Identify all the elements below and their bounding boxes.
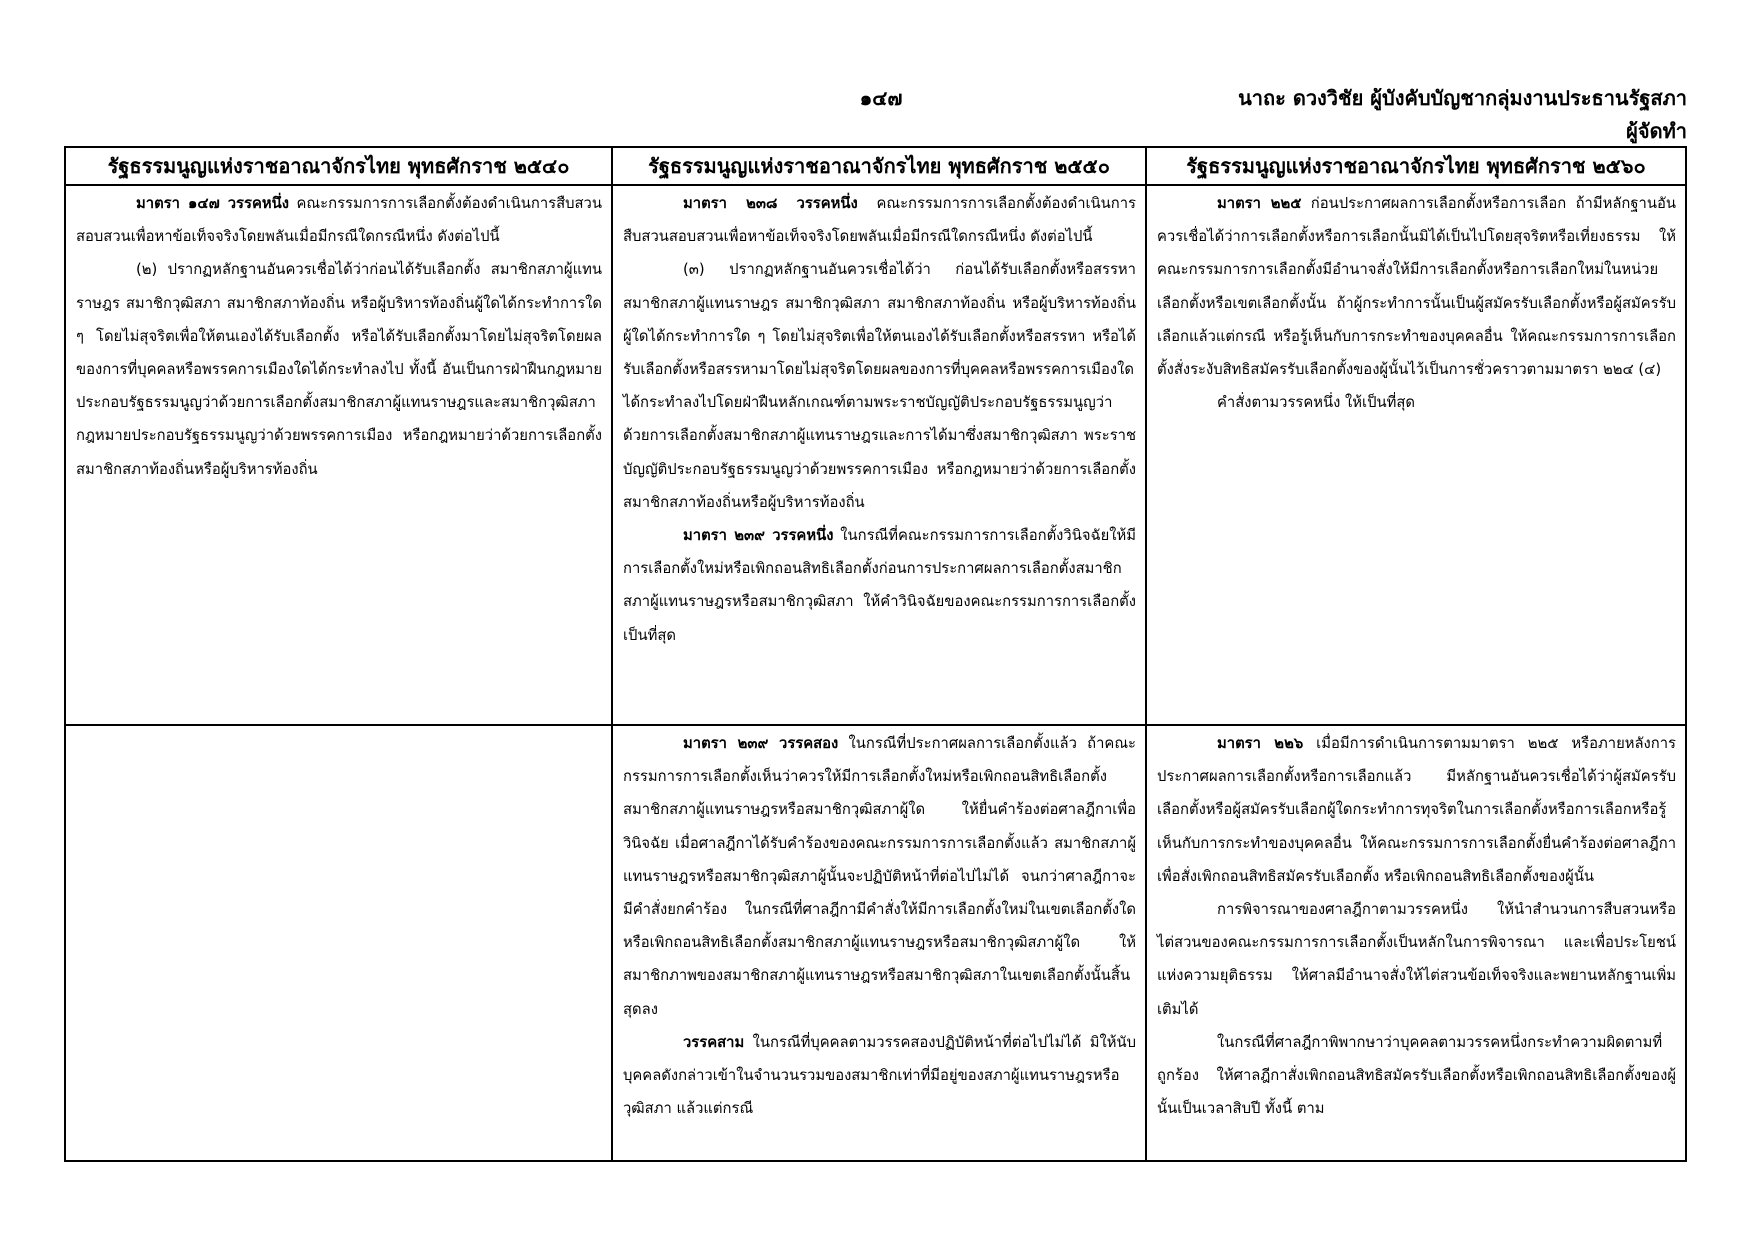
section-reference: วรรคสาม [683, 1033, 745, 1051]
page-number: ๑๔๗ [859, 86, 903, 110]
section-reference: มาตรา ๒๓๙ วรรคสอง [683, 735, 839, 752]
paragraph [76, 187, 602, 253]
cell-2560 [1146, 725, 1686, 1161]
section-reference: มาตรา ๒๒๕ [1217, 195, 1302, 212]
constitution-comparison-table [64, 146, 1687, 1162]
paragraph-text: ในกรณีที่บุคคลตามวรรคสองปฏิบัติหน้าที่ต่อไปไม่ได้ มิให้นับบุคคลดังกล่าวเข้าในจำนวนรวมของสมาชิกเท่าที่มีอยู่ของสภาผู้แทนราษฎรหรือวุฒิสภา แล้วแต่กรณี [623, 1033, 1136, 1118]
paragraph-text: ก่อนประกาศผลการเลือกตั้งหรือการเลือก ถ้ามีหลักฐานอันควรเชื่อได้ว่าการเลือกตั้งหรือการเลือกนั้นมิได้เป็นไปโดยสุจริตหรือเที่ยงธรรม ให้คณะกรรมการการเลือกตั้งมีอำนาจสั่งให้มีการเลือกตั้งหรือการเลือกใหม่ในหน่วยเลือกตั้งหรือเขตเลือกตั้งนั้น ถ้าผู้กระทำการนั้นเป็นผู้สมัครรับเลือกตั้งหรือผู้สมัครรับเลือกแล้วแต่กรณี หรือรู้เห็นกับการกระทำของบุคคลอื่น ให้คณะกรรมการการเลือกตั้งสั่งระงับสิทธิสมัครรับเลือกตั้งของผู้นั้นไว้เป็นการชั่วคราวตามมาตรา ๒๒๔ (๔) [1157, 195, 1676, 379]
paragraph [623, 727, 1136, 1026]
paragraph: คำสั่งตามวรรคหนึ่ง ให้เป็นที่สุด [1217, 394, 1415, 412]
paragraph: ในกรณีที่ศาลฎีกาพิพากษาว่าบุคคลตามวรรคหนึ่งกระทำความผิดตามที่ถูกร้อง ให้ศาลฎีกาสั่งเพิกถอนสิทธิสมัครรับเลือกตั้งหรือเพิกถอนสิทธิเลือกตั้งของผู้นั้นเป็นเวลาสิบปี ทั้งนี้ ตาม [1157, 1033, 1676, 1118]
table-row [65, 185, 1686, 725]
paragraph: (๓) ปรากฏหลักฐานอันควรเชื่อได้ว่า ก่อนได้รับเลือกตั้งหรือสรรหา สมาชิกสภาผู้แทนราษฎร สมาชิกวุฒิสภา สมาชิกสภาท้องถิ่น หรือผู้บริหารท้องถิ่น ผู้ใดได้กระทำการใด ๆ โดยไม่สุจริตเพื่อให้ตนเองได้รับเลือกตั้งหรือสรรหา หรือได้รับเลือกตั้งหรือสรรหามาโดยไม่สุจริตโดยผลของการที่บุคคลหรือพรรคการเมืองใดได้กระทำลงไปโดยฝ่าฝืนหลักเกณฑ์ตามพระราชบัญญัติประกอบรัฐธรรมนูญว่าด้วยการเลือกตั้งสมาชิกสภาผู้แทนราษฎรและการได้มาซึ่งสมาชิกวุฒิสภา พระราชบัญญัติประกอบรัฐธรรมนูญว่าด้วยพรรคการเมือง หรือกฎหมายว่าด้วยการเลือกตั้งสมาชิกสภาท้องถิ่นหรือผู้บริหารท้องถิ่น [623, 261, 1136, 511]
section-reference: มาตรา ๒๓๙ วรรคหนึ่ง [683, 527, 834, 545]
paragraph [623, 187, 1136, 253]
paragraph [623, 519, 1136, 652]
paragraph-text: คณะกรรมการการเลือกตั้งต้องดำเนินการสืบสวนสอบสวนเพื่อหาข้อเท็จจริงโดยพลันเมื่อมีกรณีใดกรณีหนึ่ง ดังต่อไปนี้ [623, 195, 1137, 246]
paragraph-text: ในกรณีที่ประกาศผลการเลือกตั้งแล้ว ถ้าคณะกรรมการการเลือกตั้งเห็นว่าควรให้มีการเลือกตั้งใหม่หรือเพิกถอนสิทธิเลือกตั้งสมาชิกสภาผู้แทนราษฎรหรือสมาชิกวุฒิสภาผู้ใด ให้ยื่นคำร้องต่อศาลฎีกาเพื่อวินิจฉัย เมื่อศาลฎีกาได้รับคำร้องของคณะกรรมการการเลือกตั้งแล้ว สมาชิกสภาผู้แทนราษฎรหรือสมาชิกวุฒิสภาผู้นั้นจะปฏิบัติหน้าที่ต่อไปไม่ได้ จนกว่าศาลฎีกาจะมีคำสั่งยกคำร้อง ในกรณีที่ศาลฎีกามีคำสั่งให้มีการเลือกตั้งใหม่ในเขตเลือกตั้งใด หรือเพิกถอนสิทธิเลือกตั้งสมาชิกสภาผู้แทนราษฎรหรือสมาชิกวุฒิสภาผู้ใด ให้สมาชิกภาพของสมาชิกสภาผู้แทนราษฎรหรือสมาชิกวุฒิสภาในเขตเลือกตั้งนั้นสิ้นสุดลง [623, 735, 1136, 1018]
paragraph: (๒) ปรากฏหลักฐานอันควรเชื่อได้ว่าก่อนได้รับเลือกตั้ง สมาชิกสภาผู้แทนราษฎร สมาชิกวุฒิสภา สมาชิกสภาท้องถิ่น หรือผู้บริหารท้องถิ่นผู้ใดได้กระทำการใด ๆ โดยไม่สุจริตเพื่อให้ตนเองได้รับเลือกตั้ง หรือได้รับเลือกตั้งมาโดยไม่สุจริตโดยผลของการที่บุคคลหรือพรรคการเมืองใดได้กระทำลงไป ทั้งนี้ อันเป็นการฝ่าฝืนกฎหมายประกอบรัฐธรรมนูญว่าด้วยการเลือกตั้งสมาชิกสภาผู้แทนราษฎรและสมาชิกวุฒิสภา กฎหมายประกอบรัฐธรรมนูญว่าด้วยพรรคการเมือง หรือกฎหมายว่าด้วยการเลือกตั้งสมาชิกสภาท้องถิ่นหรือผู้บริหารท้องถิ่น [76, 261, 602, 478]
paragraph-text: เมื่อมีการดำเนินการตามมาตรา ๒๒๕ หรือภายหลังการประกาศผลการเลือกตั้งหรือการเลือกแล้ว มีหลักฐานอันควรเชื่อได้ว่าผู้สมัครรับเลือกตั้งหรือผู้สมัครรับเลือกผู้ใดกระทำการทุจริตในการเลือกตั้งหรือการเลือกหรือรู้เห็นกับการกระทำของบุคคลอื่น ให้คณะกรรมการการเลือกตั้งยื่นคำร้องต่อศาลฎีกาเพื่อสั่งเพิกถอนสิทธิสมัครรับเลือกตั้ง หรือเพิกถอนสิทธิเลือกตั้งของผู้นั้น [1157, 735, 1676, 885]
cell-2540-empty [65, 725, 612, 1161]
paragraph [1157, 727, 1676, 893]
column-header-2560: รัฐธรรมนูญแห่งราชอาณาจักรไทย พุทธศักราช ๒๕๖๐ [1146, 147, 1686, 185]
paragraph [623, 1026, 1136, 1126]
section-reference: มาตรา ๒๓๘ วรรคหนึ่ง [683, 195, 858, 212]
author-name-line: นาถะ ดวงวิชัย ผู้บังคับบัญชากลุ่มงานประธานรัฐสภา [1238, 86, 1687, 110]
column-header-2540: รัฐธรรมนูญแห่งราชอาณาจักรไทย พุทธศักราช ๒๕๔๐ [65, 147, 612, 185]
cell-2560 [1146, 185, 1686, 725]
author-role-line: ผู้จัดทำ [1626, 119, 1687, 143]
table-row [65, 725, 1686, 1161]
column-header-2550: รัฐธรรมนูญแห่งราชอาณาจักรไทย พุทธศักราช ๒๕๕๐ [612, 147, 1146, 185]
section-reference: มาตรา ๒๒๖ [1217, 735, 1304, 752]
paragraph-text: ในกรณีที่คณะกรรมการการเลือกตั้งวินิจฉัยให้มีการเลือกตั้งใหม่หรือเพิกถอนสิทธิเลือกตั้งก่อนการประกาศผลการเลือกตั้งสมาชิกสภาผู้แทนราษฎรหรือสมาชิกวุฒิสภา ให้คำวินิจฉัยของคณะกรรมการการเลือกตั้งเป็นที่สุด [623, 527, 1136, 644]
paragraph [1157, 187, 1676, 386]
cell-2550 [612, 725, 1146, 1161]
section-reference: มาตรา ๑๔๗ วรรคหนึ่ง [136, 195, 289, 212]
paragraph: การพิจารณาของศาลฎีกาตามวรรคหนึ่ง ให้นำสำนวนการสืบสวนหรือไต่สวนของคณะกรรมการการเลือกตั้งเป็นหลักในการพิจารณา และเพื่อประโยชน์แห่งความยุติธรรม ให้ศาลมีอำนาจสั่งให้ไต่สวนข้อเท็จจริงและพยานหลักฐานเพิ่มเติมได้ [1157, 901, 1676, 1018]
table-header-row [65, 147, 1686, 185]
cell-2540 [65, 185, 612, 725]
paragraph-text: คณะกรรมการการเลือกตั้งต้องดำเนินการสืบสวนสอบสวนเพื่อหาข้อเท็จจริงโดยพลันเมื่อมีกรณีใดกรณีหนึ่ง ดังต่อไปนี้ [76, 195, 602, 246]
author-credit [1238, 82, 1687, 148]
cell-2550 [612, 185, 1146, 725]
